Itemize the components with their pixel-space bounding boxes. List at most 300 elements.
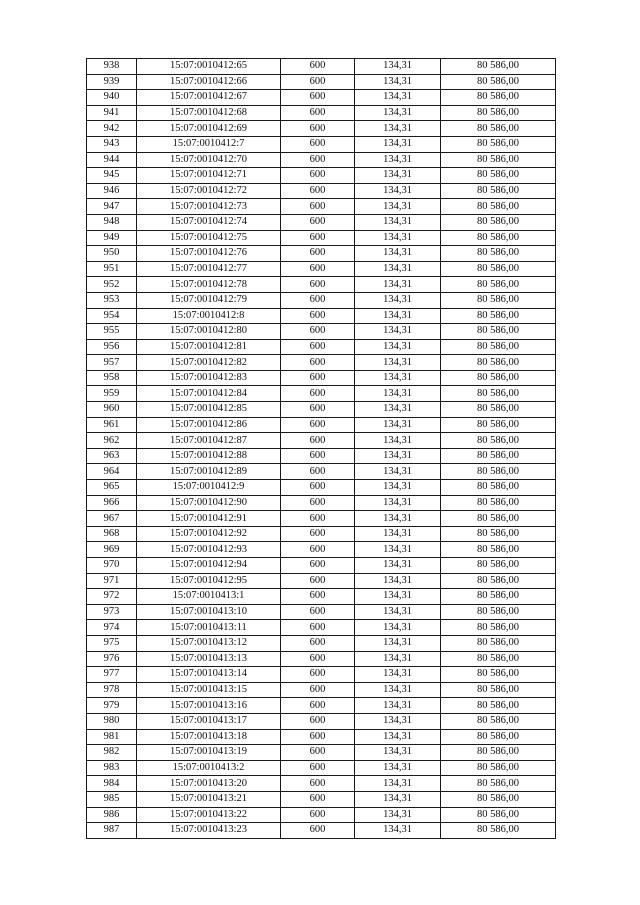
- row-number-cell: 980: [87, 713, 137, 729]
- total-value-cell: 80 586,00: [441, 386, 556, 402]
- total-value-cell: 80 586,00: [441, 729, 556, 745]
- cadastral-number-cell: 15:07:0010413:17: [137, 713, 281, 729]
- total-value-cell: 80 586,00: [441, 760, 556, 776]
- cadastral-number-cell: 15:07:0010412:8: [137, 308, 281, 324]
- row-number-cell: 946: [87, 183, 137, 199]
- table-row: [87, 713, 556, 729]
- row-number-cell: 965: [87, 480, 137, 496]
- table-row: [87, 729, 556, 745]
- cadastral-number-cell: 15:07:0010413:1: [137, 589, 281, 605]
- area-value-cell: 600: [281, 417, 355, 433]
- area-value-cell: 600: [281, 713, 355, 729]
- area-value-cell: 600: [281, 339, 355, 355]
- unit-price-cell: 134,31: [355, 823, 441, 839]
- table-row: [87, 370, 556, 386]
- total-value-cell: 80 586,00: [441, 698, 556, 714]
- total-value-cell: 80 586,00: [441, 776, 556, 792]
- row-number-cell: 974: [87, 620, 137, 636]
- row-number-cell: 941: [87, 105, 137, 121]
- total-value-cell: 80 586,00: [441, 464, 556, 480]
- total-value-cell: 80 586,00: [441, 589, 556, 605]
- table-row: [87, 464, 556, 480]
- area-value-cell: 600: [281, 480, 355, 496]
- table-row: [87, 760, 556, 776]
- unit-price-cell: 134,31: [355, 324, 441, 340]
- total-value-cell: 80 586,00: [441, 214, 556, 230]
- table-row: [87, 745, 556, 761]
- table-row: [87, 74, 556, 90]
- row-number-cell: 976: [87, 651, 137, 667]
- table-row: [87, 230, 556, 246]
- row-number-cell: 938: [87, 59, 137, 75]
- cadastral-number-cell: 15:07:0010412:77: [137, 261, 281, 277]
- row-number-cell: 987: [87, 823, 137, 839]
- total-value-cell: 80 586,00: [441, 90, 556, 106]
- unit-price-cell: 134,31: [355, 760, 441, 776]
- unit-price-cell: 134,31: [355, 292, 441, 308]
- total-value-cell: 80 586,00: [441, 246, 556, 262]
- total-value-cell: 80 586,00: [441, 355, 556, 371]
- unit-price-cell: 134,31: [355, 277, 441, 293]
- cadastral-number-cell: 15:07:0010413:10: [137, 604, 281, 620]
- cadastral-number-cell: 15:07:0010412:90: [137, 495, 281, 511]
- unit-price-cell: 134,31: [355, 558, 441, 574]
- cadastral-number-cell: 15:07:0010412:85: [137, 402, 281, 418]
- row-number-cell: 964: [87, 464, 137, 480]
- cadastral-number-cell: 15:07:0010412:87: [137, 433, 281, 449]
- row-number-cell: 986: [87, 807, 137, 823]
- total-value-cell: 80 586,00: [441, 745, 556, 761]
- table-row: [87, 402, 556, 418]
- table-row: [87, 292, 556, 308]
- area-value-cell: 600: [281, 308, 355, 324]
- total-value-cell: 80 586,00: [441, 495, 556, 511]
- unit-price-cell: 134,31: [355, 495, 441, 511]
- cadastral-number-cell: 15:07:0010412:83: [137, 370, 281, 386]
- row-number-cell: 943: [87, 136, 137, 152]
- row-number-cell: 945: [87, 168, 137, 184]
- cadastral-number-cell: 15:07:0010412:79: [137, 292, 281, 308]
- row-number-cell: 975: [87, 635, 137, 651]
- cadastral-number-cell: 15:07:0010412:95: [137, 573, 281, 589]
- area-value-cell: 600: [281, 760, 355, 776]
- cadastral-number-cell: 15:07:0010412:74: [137, 214, 281, 230]
- unit-price-cell: 134,31: [355, 339, 441, 355]
- area-value-cell: 600: [281, 589, 355, 605]
- cadastral-number-cell: 15:07:0010413:2: [137, 760, 281, 776]
- cadastral-number-cell: 15:07:0010412:89: [137, 464, 281, 480]
- cadastral-number-cell: 15:07:0010412:82: [137, 355, 281, 371]
- table-row: [87, 635, 556, 651]
- row-number-cell: 952: [87, 277, 137, 293]
- row-number-cell: 959: [87, 386, 137, 402]
- total-value-cell: 80 586,00: [441, 277, 556, 293]
- cadastral-number-cell: 15:07:0010412:67: [137, 90, 281, 106]
- cadastral-number-cell: 15:07:0010412:9: [137, 480, 281, 496]
- table-row: [87, 277, 556, 293]
- unit-price-cell: 134,31: [355, 464, 441, 480]
- area-value-cell: 600: [281, 370, 355, 386]
- table-row: [87, 152, 556, 168]
- area-value-cell: 600: [281, 246, 355, 262]
- area-value-cell: 600: [281, 542, 355, 558]
- total-value-cell: 80 586,00: [441, 448, 556, 464]
- table-row: [87, 386, 556, 402]
- table-row: [87, 480, 556, 496]
- area-value-cell: 600: [281, 59, 355, 75]
- total-value-cell: 80 586,00: [441, 417, 556, 433]
- table-row: [87, 417, 556, 433]
- unit-price-cell: 134,31: [355, 651, 441, 667]
- total-value-cell: 80 586,00: [441, 402, 556, 418]
- unit-price-cell: 134,31: [355, 745, 441, 761]
- area-value-cell: 600: [281, 807, 355, 823]
- area-value-cell: 600: [281, 261, 355, 277]
- table-row: [87, 807, 556, 823]
- area-value-cell: 600: [281, 682, 355, 698]
- area-value-cell: 600: [281, 448, 355, 464]
- cadastral-number-cell: 15:07:0010412:65: [137, 59, 281, 75]
- total-value-cell: 80 586,00: [441, 136, 556, 152]
- unit-price-cell: 134,31: [355, 682, 441, 698]
- row-number-cell: 962: [87, 433, 137, 449]
- cadastral-number-cell: 15:07:0010412:68: [137, 105, 281, 121]
- table-row: [87, 620, 556, 636]
- area-value-cell: 600: [281, 355, 355, 371]
- area-value-cell: 600: [281, 620, 355, 636]
- unit-price-cell: 134,31: [355, 121, 441, 137]
- area-value-cell: 600: [281, 386, 355, 402]
- total-value-cell: 80 586,00: [441, 230, 556, 246]
- table-row: [87, 214, 556, 230]
- area-value-cell: 600: [281, 604, 355, 620]
- area-value-cell: 600: [281, 573, 355, 589]
- cadastral-number-cell: 15:07:0010412:66: [137, 74, 281, 90]
- unit-price-cell: 134,31: [355, 776, 441, 792]
- area-value-cell: 600: [281, 511, 355, 527]
- unit-price-cell: 134,31: [355, 667, 441, 683]
- unit-price-cell: 134,31: [355, 355, 441, 371]
- unit-price-cell: 134,31: [355, 729, 441, 745]
- total-value-cell: 80 586,00: [441, 635, 556, 651]
- area-value-cell: 600: [281, 464, 355, 480]
- table-row: [87, 823, 556, 839]
- cadastral-number-cell: 15:07:0010412:70: [137, 152, 281, 168]
- total-value-cell: 80 586,00: [441, 292, 556, 308]
- cadastral-number-cell: 15:07:0010413:14: [137, 667, 281, 683]
- total-value-cell: 80 586,00: [441, 511, 556, 527]
- total-value-cell: 80 586,00: [441, 682, 556, 698]
- table-row: [87, 542, 556, 558]
- cadastral-number-cell: 15:07:0010412:71: [137, 168, 281, 184]
- total-value-cell: 80 586,00: [441, 121, 556, 137]
- cadastral-number-cell: 15:07:0010412:78: [137, 277, 281, 293]
- unit-price-cell: 134,31: [355, 386, 441, 402]
- cadastral-number-cell: 15:07:0010413:12: [137, 635, 281, 651]
- area-value-cell: 600: [281, 667, 355, 683]
- row-number-cell: 982: [87, 745, 137, 761]
- cadastral-number-cell: 15:07:0010413:18: [137, 729, 281, 745]
- row-number-cell: 958: [87, 370, 137, 386]
- area-value-cell: 600: [281, 651, 355, 667]
- unit-price-cell: 134,31: [355, 433, 441, 449]
- area-value-cell: 600: [281, 791, 355, 807]
- area-value-cell: 600: [281, 402, 355, 418]
- unit-price-cell: 134,31: [355, 807, 441, 823]
- area-value-cell: 600: [281, 823, 355, 839]
- row-number-cell: 972: [87, 589, 137, 605]
- total-value-cell: 80 586,00: [441, 105, 556, 121]
- unit-price-cell: 134,31: [355, 713, 441, 729]
- total-value-cell: 80 586,00: [441, 183, 556, 199]
- table-row: [87, 604, 556, 620]
- table-row: [87, 495, 556, 511]
- row-number-cell: 947: [87, 199, 137, 215]
- total-value-cell: 80 586,00: [441, 433, 556, 449]
- area-value-cell: 600: [281, 292, 355, 308]
- cadastral-number-cell: 15:07:0010412:81: [137, 339, 281, 355]
- total-value-cell: 80 586,00: [441, 370, 556, 386]
- area-value-cell: 600: [281, 433, 355, 449]
- cadastral-number-cell: 15:07:0010413:23: [137, 823, 281, 839]
- unit-price-cell: 134,31: [355, 183, 441, 199]
- table-row: [87, 651, 556, 667]
- table-row: [87, 526, 556, 542]
- total-value-cell: 80 586,00: [441, 526, 556, 542]
- total-value-cell: 80 586,00: [441, 74, 556, 90]
- cadastral-number-cell: 15:07:0010412:73: [137, 199, 281, 215]
- cadastral-number-cell: 15:07:0010413:20: [137, 776, 281, 792]
- row-number-cell: 978: [87, 682, 137, 698]
- row-number-cell: 944: [87, 152, 137, 168]
- area-value-cell: 600: [281, 635, 355, 651]
- cadastral-number-cell: 15:07:0010412:94: [137, 558, 281, 574]
- cadastral-number-cell: 15:07:0010412:76: [137, 246, 281, 262]
- row-number-cell: 973: [87, 604, 137, 620]
- cadastral-number-cell: 15:07:0010413:11: [137, 620, 281, 636]
- table-row: [87, 682, 556, 698]
- total-value-cell: 80 586,00: [441, 59, 556, 75]
- table-row: [87, 90, 556, 106]
- unit-price-cell: 134,31: [355, 791, 441, 807]
- row-number-cell: 955: [87, 324, 137, 340]
- cadastral-number-cell: 15:07:0010412:80: [137, 324, 281, 340]
- total-value-cell: 80 586,00: [441, 667, 556, 683]
- row-number-cell: 951: [87, 261, 137, 277]
- unit-price-cell: 134,31: [355, 589, 441, 605]
- unit-price-cell: 134,31: [355, 573, 441, 589]
- unit-price-cell: 134,31: [355, 105, 441, 121]
- total-value-cell: 80 586,00: [441, 823, 556, 839]
- table-row: [87, 136, 556, 152]
- row-number-cell: 971: [87, 573, 137, 589]
- area-value-cell: 600: [281, 324, 355, 340]
- cadastral-number-cell: 15:07:0010412:93: [137, 542, 281, 558]
- total-value-cell: 80 586,00: [441, 152, 556, 168]
- table-row: [87, 589, 556, 605]
- table-row: [87, 667, 556, 683]
- table-row: [87, 183, 556, 199]
- row-number-cell: 977: [87, 667, 137, 683]
- total-value-cell: 80 586,00: [441, 308, 556, 324]
- cadastral-number-cell: 15:07:0010412:84: [137, 386, 281, 402]
- area-value-cell: 600: [281, 183, 355, 199]
- area-value-cell: 600: [281, 199, 355, 215]
- area-value-cell: 600: [281, 526, 355, 542]
- unit-price-cell: 134,31: [355, 526, 441, 542]
- row-number-cell: 953: [87, 292, 137, 308]
- table-body: [87, 59, 556, 839]
- unit-price-cell: 134,31: [355, 480, 441, 496]
- unit-price-cell: 134,31: [355, 90, 441, 106]
- total-value-cell: 80 586,00: [441, 324, 556, 340]
- unit-price-cell: 134,31: [355, 620, 441, 636]
- cadastral-number-cell: 15:07:0010413:19: [137, 745, 281, 761]
- table-row: [87, 105, 556, 121]
- unit-price-cell: 134,31: [355, 402, 441, 418]
- total-value-cell: 80 586,00: [441, 339, 556, 355]
- unit-price-cell: 134,31: [355, 152, 441, 168]
- row-number-cell: 967: [87, 511, 137, 527]
- unit-price-cell: 134,31: [355, 308, 441, 324]
- row-number-cell: 954: [87, 308, 137, 324]
- table-row: [87, 776, 556, 792]
- table-row: [87, 59, 556, 75]
- cadastral-number-cell: 15:07:0010412:88: [137, 448, 281, 464]
- table-row: [87, 511, 556, 527]
- area-value-cell: 600: [281, 698, 355, 714]
- area-value-cell: 600: [281, 277, 355, 293]
- table-row: [87, 246, 556, 262]
- row-number-cell: 969: [87, 542, 137, 558]
- unit-price-cell: 134,31: [355, 511, 441, 527]
- area-value-cell: 600: [281, 230, 355, 246]
- row-number-cell: 981: [87, 729, 137, 745]
- area-value-cell: 600: [281, 136, 355, 152]
- unit-price-cell: 134,31: [355, 417, 441, 433]
- unit-price-cell: 134,31: [355, 448, 441, 464]
- cadastral-number-cell: 15:07:0010413:16: [137, 698, 281, 714]
- table-row: [87, 339, 556, 355]
- total-value-cell: 80 586,00: [441, 261, 556, 277]
- row-number-cell: 970: [87, 558, 137, 574]
- row-number-cell: 948: [87, 214, 137, 230]
- table-row: [87, 324, 556, 340]
- total-value-cell: 80 586,00: [441, 713, 556, 729]
- area-value-cell: 600: [281, 495, 355, 511]
- table-row: [87, 791, 556, 807]
- table-row: [87, 355, 556, 371]
- row-number-cell: 956: [87, 339, 137, 355]
- row-number-cell: 979: [87, 698, 137, 714]
- cadastral-number-cell: 15:07:0010412:91: [137, 511, 281, 527]
- table-row: [87, 308, 556, 324]
- area-value-cell: 600: [281, 90, 355, 106]
- cadastral-number-cell: 15:07:0010412:69: [137, 121, 281, 137]
- row-number-cell: 940: [87, 90, 137, 106]
- cadastral-number-cell: 15:07:0010412:7: [137, 136, 281, 152]
- unit-price-cell: 134,31: [355, 542, 441, 558]
- total-value-cell: 80 586,00: [441, 807, 556, 823]
- unit-price-cell: 134,31: [355, 635, 441, 651]
- row-number-cell: 966: [87, 495, 137, 511]
- row-number-cell: 961: [87, 417, 137, 433]
- cadastral-number-cell: 15:07:0010412:86: [137, 417, 281, 433]
- row-number-cell: 983: [87, 760, 137, 776]
- cadastral-number-cell: 15:07:0010412:72: [137, 183, 281, 199]
- total-value-cell: 80 586,00: [441, 573, 556, 589]
- cadastral-number-cell: 15:07:0010413:13: [137, 651, 281, 667]
- row-number-cell: 949: [87, 230, 137, 246]
- unit-price-cell: 134,31: [355, 74, 441, 90]
- unit-price-cell: 134,31: [355, 199, 441, 215]
- cadastral-number-cell: 15:07:0010413:22: [137, 807, 281, 823]
- area-value-cell: 600: [281, 121, 355, 137]
- row-number-cell: 985: [87, 791, 137, 807]
- unit-price-cell: 134,31: [355, 136, 441, 152]
- unit-price-cell: 134,31: [355, 370, 441, 386]
- row-number-cell: 963: [87, 448, 137, 464]
- row-number-cell: 950: [87, 246, 137, 262]
- row-number-cell: 939: [87, 74, 137, 90]
- table-row: [87, 199, 556, 215]
- table-row: [87, 168, 556, 184]
- area-value-cell: 600: [281, 152, 355, 168]
- unit-price-cell: 134,31: [355, 246, 441, 262]
- total-value-cell: 80 586,00: [441, 199, 556, 215]
- area-value-cell: 600: [281, 558, 355, 574]
- area-value-cell: 600: [281, 214, 355, 230]
- cadastral-number-cell: 15:07:0010412:92: [137, 526, 281, 542]
- unit-price-cell: 134,31: [355, 698, 441, 714]
- cadastral-number-cell: 15:07:0010412:75: [137, 230, 281, 246]
- unit-price-cell: 134,31: [355, 59, 441, 75]
- total-value-cell: 80 586,00: [441, 651, 556, 667]
- area-value-cell: 600: [281, 729, 355, 745]
- area-value-cell: 600: [281, 74, 355, 90]
- row-number-cell: 957: [87, 355, 137, 371]
- table-row: [87, 261, 556, 277]
- unit-price-cell: 134,31: [355, 261, 441, 277]
- unit-price-cell: 134,31: [355, 168, 441, 184]
- table-row: [87, 558, 556, 574]
- row-number-cell: 960: [87, 402, 137, 418]
- table-row: [87, 448, 556, 464]
- table-row: [87, 698, 556, 714]
- cadastral-table: [86, 58, 556, 839]
- area-value-cell: 600: [281, 776, 355, 792]
- row-number-cell: 968: [87, 526, 137, 542]
- cadastral-number-cell: 15:07:0010413:21: [137, 791, 281, 807]
- unit-price-cell: 134,31: [355, 230, 441, 246]
- total-value-cell: 80 586,00: [441, 620, 556, 636]
- total-value-cell: 80 586,00: [441, 604, 556, 620]
- area-value-cell: 600: [281, 168, 355, 184]
- area-value-cell: 600: [281, 745, 355, 761]
- cadastral-number-cell: 15:07:0010413:15: [137, 682, 281, 698]
- row-number-cell: 984: [87, 776, 137, 792]
- row-number-cell: 942: [87, 121, 137, 137]
- total-value-cell: 80 586,00: [441, 168, 556, 184]
- table-row: [87, 573, 556, 589]
- table-row: [87, 433, 556, 449]
- total-value-cell: 80 586,00: [441, 542, 556, 558]
- total-value-cell: 80 586,00: [441, 791, 556, 807]
- area-value-cell: 600: [281, 105, 355, 121]
- table-row: [87, 121, 556, 137]
- unit-price-cell: 134,31: [355, 214, 441, 230]
- unit-price-cell: 134,31: [355, 604, 441, 620]
